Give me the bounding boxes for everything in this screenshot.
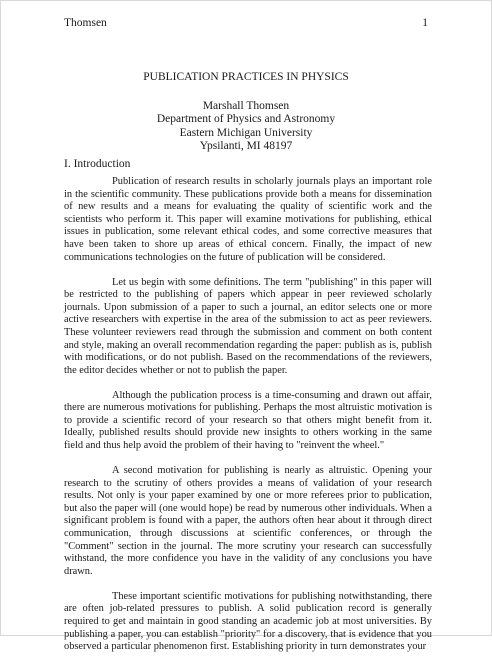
page-number: 1 — [422, 17, 428, 29]
author-university: Eastern Michigan University — [179, 126, 313, 139]
header-author: Thomsen — [64, 17, 107, 29]
body-text — [64, 176, 432, 666]
section-heading: I. Introduction — [64, 158, 131, 170]
paragraph: Let us begin with some definitions. The term "publishing" in this paper will be restricted to the publishing of papers which appear in peer reviewed scholarly journals. Upon submission of a paper to such a journal, an editor selects one or more active researchers with expertise in the area of the submission to act as peer reviewers. These volunteer reviewers read through the submission and comment on both content and style, making an overall recommendation regarding the paper: publish as is, publish with modifications, or do not publish. Based on the recommendations of the reviewers, the editor decides whether or not to publish the paper. — [64, 276, 432, 376]
paragraph: These important scientific motivations for publishing notwithstanding, there are often job-related pressures to publish. A solid publication record is generally required to get and maintain in good standing an academic job at most universities. By publishing a paper, you can establish "priority" for a discovery, that is evidence that you observed a particular phenomenon first. Establishing priority in turn demonstrates your — [64, 590, 432, 653]
author-location: Ypsilanti, MI 48197 — [199, 140, 293, 152]
running-header — [64, 17, 428, 29]
author-department: Department of Physics and Astronomy — [156, 113, 336, 125]
paragraph: A second motivation for publishing is nearly as altruistic. Opening your research to the scrutiny of others provides a means of validation of your research results. Not only is your paper examined by one or more referees prior to publication, but also the paper will (one would hope) be read by numerous other individuals. When a significant problem is found with a paper, the authors often hear about it through direct communication, through discussions at scientific conferences, or through the "Comment" section in the journal. The more scrutiny your research can successfully withstand, the more confidence you have in the validity of any conclusions you have drawn. — [64, 465, 432, 577]
author-name: Marshall Thomsen — [202, 99, 290, 112]
title-block — [1, 71, 491, 154]
paragraph: Publication of research results in scholarly journals plays an important role in the scientific community. These publications provide both a means for dissemination of new results and a means for evaluating the quality of scientific work and the scientists who perform it. This paper will examine motivations for publishing, ethical issues in publication, some relevant ethical codes, and some corrective measures that have been taken to shore up areas of ethical concern. Finally, the impact of new communications technologies on the future of publication will be considered. — [64, 176, 432, 263]
paper-title: PUBLICATION PRACTICES IN PHYSICS — [143, 71, 349, 83]
paragraph: Although the publication process is a time-consuming and drawn out affair, there are numerous motivations for publishing. Perhaps the most altruistic motivation is to provide a scientific record of your research so that others might benefit from it. Ideally, published results should provide new insights to others working in the same field and thus help avoid the problem of their having to "reinvent the wheel." — [64, 389, 432, 452]
